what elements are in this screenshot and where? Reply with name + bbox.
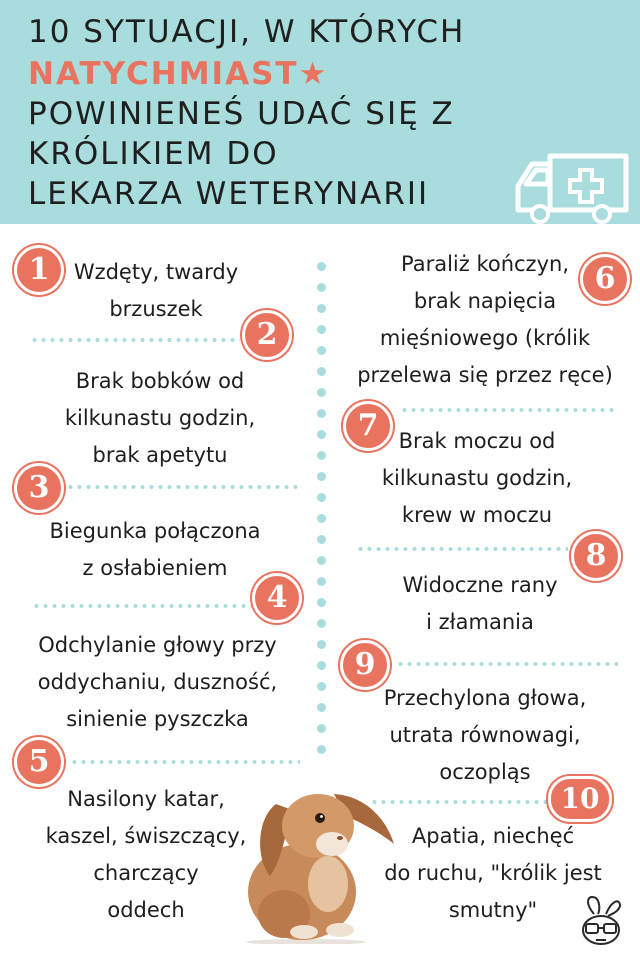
situation-4-text: Odchylanie głowy przy oddychaniu, duszność, sinienie pyszczka (37, 633, 278, 731)
bunny-glasses-logo (574, 892, 628, 950)
divider-line (30, 338, 240, 342)
situation-1-text: Wzdęty, twardy brzuszek (73, 260, 239, 321)
situation-8-text: Widoczne rany i złamania (402, 573, 558, 634)
situation-3-text: Biegunka połączona z osłabieniem (49, 519, 261, 580)
divider-line (396, 662, 618, 666)
title-line-1: 10 SYTUACJI, W KTÓRYCH (28, 14, 466, 50)
number-badge-9: 9 (340, 640, 390, 690)
situation-10-text: Apatia, niechęć do ruchu, "królik jest smutny" (384, 824, 602, 922)
number-badge-4: 4 (252, 573, 302, 623)
situation-2-text: Brak bobków od kilkunastu godzin, brak apetytu (64, 369, 256, 467)
star-icon: ★ (298, 56, 329, 92)
number-badge-10: 10 (548, 776, 612, 822)
number-badge-1: 1 (14, 245, 64, 295)
number-badge-7: 7 (343, 401, 393, 451)
number-badge-6: 6 (580, 254, 630, 304)
title-line-3: POWINIENEŚ UDAĆ SIĘ Z (28, 96, 455, 132)
divider-line (66, 485, 298, 489)
divider-line (400, 408, 616, 412)
rabbit-illustration (236, 764, 406, 944)
number-badge-2: 2 (242, 310, 292, 360)
number-badge-8: 8 (571, 531, 621, 581)
number-badge-5: 5 (14, 737, 64, 787)
situation-5-text: Nasilony katar, kaszel, świszczący, charczący oddech (45, 787, 247, 922)
title-line-5: LEKARZA WETERYNARII (28, 176, 430, 212)
header-banner (0, 0, 640, 224)
vertical-divider (317, 262, 327, 752)
divider-line (32, 604, 252, 608)
title-line-2-emphasis (28, 56, 328, 92)
situation-7-text: Brak moczu od kilkunastu godzin, krew w moczu (381, 429, 573, 527)
number-badge-3: 3 (14, 463, 64, 513)
title-line-4: KRÓLIKIEM DO (28, 136, 279, 172)
ambulance-icon (514, 152, 630, 224)
situation-9-text: Przechylona głowa, utrata równowagi, oczopląs (383, 686, 587, 784)
situation-6-text: Paraliż kończyn, brak napięcia mięśniowego (królik przelewa się przez ręce) (357, 252, 613, 387)
divider-line (356, 547, 568, 551)
title-emphasis-word: NATYCHMIAST (28, 56, 299, 92)
